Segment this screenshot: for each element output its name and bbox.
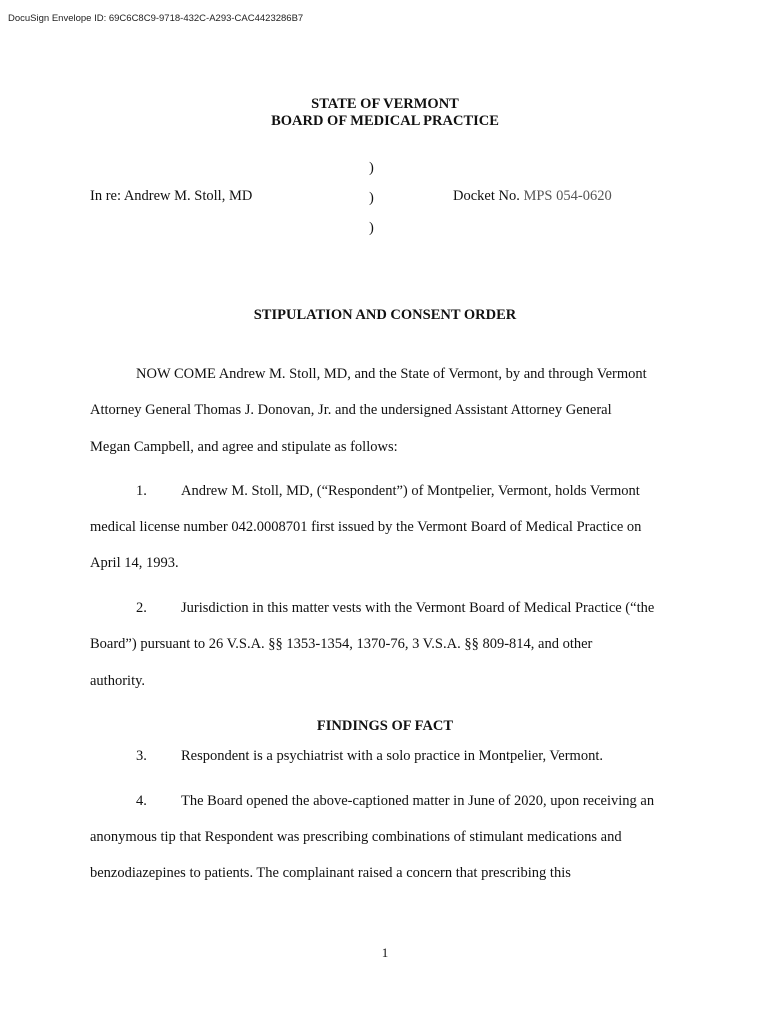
- docusign-envelope-id: DocuSign Envelope ID: 69C6C8C9-9718-432C-A293-CAC4423286B7: [8, 13, 304, 24]
- document-title: STIPULATION AND CONSENT ORDER: [253, 307, 517, 323]
- docket-label: Docket No.: [453, 188, 520, 204]
- caption-paren-top: ): [369, 160, 374, 176]
- paragraph-2-number: 2.: [136, 600, 147, 616]
- page-number: 1: [381, 945, 389, 960]
- docket-number: MPS 054-0620: [523, 188, 612, 204]
- intro-line-3: Megan Campbell, and agree and stipulate as follows:: [90, 439, 398, 455]
- caption-docket: [453, 188, 612, 205]
- paragraph-2-line-2: Board”) pursuant to 26 V.S.A. §§ 1353-1354, 1370-76, 3 V.S.A. §§ 809-814, and other: [90, 636, 593, 652]
- paragraph-4-number: 4.: [136, 793, 147, 809]
- intro-line-2: Attorney General Thomas J. Donovan, Jr. and the undersigned Assistant Attorney General: [90, 402, 612, 418]
- findings-of-fact-heading: FINDINGS OF FACT: [316, 718, 454, 734]
- intro-line-1: NOW COME Andrew M. Stoll, MD, and the State of Vermont, by and through Vermont: [136, 366, 647, 382]
- caption-paren-bottom: ): [369, 220, 374, 236]
- header-state: STATE OF VERMONT: [311, 96, 459, 112]
- paragraph-4-line-2: anonymous tip that Respondent was prescribing combinations of stimulant medications and: [90, 829, 622, 845]
- paragraph-1-line-2: medical license number 042.0008701 first issued by the Vermont Board of Medical Practice on: [90, 519, 642, 535]
- header-board: BOARD OF MEDICAL PRACTICE: [271, 113, 499, 129]
- paragraph-2-line-1: Jurisdiction in this matter vests with the Vermont Board of Medical Practice (“the: [181, 600, 655, 616]
- paragraph-2-line-3: authority.: [90, 673, 146, 689]
- paragraph-3-line-1: Respondent is a psychiatrist with a solo practice in Montpelier, Vermont.: [181, 748, 603, 764]
- paragraph-4-line-3: benzodiazepines to patients. The complainant raised a concern that prescribing this: [90, 865, 571, 881]
- caption-in-re: In re: Andrew M. Stoll, MD: [90, 188, 253, 204]
- caption-paren-middle: ): [369, 190, 374, 206]
- paragraph-1-line-3: April 14, 1993.: [90, 555, 179, 571]
- paragraph-4-line-1: The Board opened the above-captioned matter in June of 2020, upon receiving an: [181, 793, 655, 809]
- paragraph-3-number: 3.: [136, 748, 147, 764]
- paragraph-1-line-1: Andrew M. Stoll, MD, (“Respondent”) of Montpelier, Vermont, holds Vermont: [181, 483, 640, 499]
- paragraph-1-number: 1.: [136, 483, 147, 499]
